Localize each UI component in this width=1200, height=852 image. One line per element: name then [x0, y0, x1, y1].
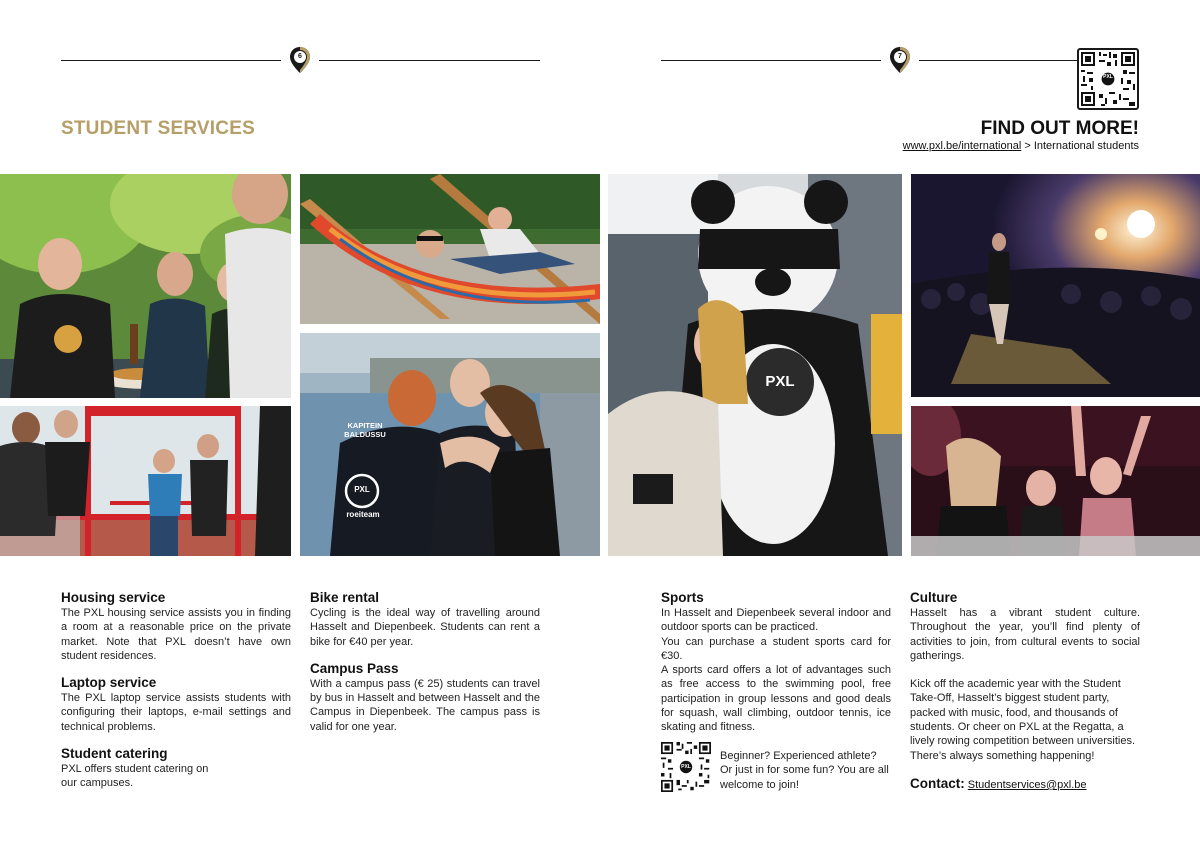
shirt-logo-text: PXL: [354, 485, 370, 494]
sports-title: Sports: [661, 590, 704, 605]
qr-code-sports[interactable]: [661, 742, 711, 792]
international-link-suffix: > International students: [1021, 140, 1139, 152]
laptop-service-section: [61, 675, 291, 734]
photo-concert: [911, 174, 1200, 397]
photo-students-eating: [0, 174, 291, 398]
bike-rental-title: Bike rental: [310, 590, 380, 605]
culture-title: Culture: [910, 590, 958, 605]
laptop-service-title: Laptop service: [61, 675, 157, 691]
page-number-left: 6: [298, 53, 302, 60]
contact-label: Contact:: [910, 776, 965, 791]
find-more-heading: FIND OUT MORE!: [980, 118, 1139, 139]
student-catering-title: Student catering: [61, 746, 168, 762]
column-culture: [910, 590, 1140, 763]
photo-rowing-hug: [300, 333, 600, 556]
campus-pass-section: [310, 661, 540, 734]
header-rule-left-2: [319, 60, 540, 61]
page-number-pin-left: [289, 46, 311, 74]
photo-panda-mascot: [608, 174, 902, 556]
sports-text-3: A sports card offers a lot of advantages such as free access to the swimming pool, free participation in group lessons and good deals for squash, wall climbing, outdoor tennis, ice skating and fitness.: [661, 664, 891, 734]
qr-code-international[interactable]: [1077, 48, 1139, 110]
contact-email-link[interactable]: Studentservices@pxl.be: [967, 779, 1087, 791]
sports-text-1: In Hasselt and Diepenbeek several indoor and outdoor sports can be practiced.: [661, 607, 891, 634]
student-catering-text: PXL offers student catering on our campuses.: [61, 763, 209, 790]
qr-logo-text-sports: PXL: [681, 764, 691, 770]
qr-logo-text: PXL: [1103, 74, 1113, 80]
column-sports: [661, 590, 891, 735]
photo-party: [911, 406, 1200, 556]
bike-rental-section: [310, 590, 540, 649]
sports-qr-text: Beginner? Experienced athlete? Or just in for some fun? You are all welcome to join!: [720, 750, 889, 791]
bike-rental-text: Cycling is the ideal way of travelling around Hasselt and Diepenbeek. Students can rent a bike for €40 per year.: [310, 607, 540, 648]
column-bike-campus: [310, 590, 540, 746]
page-title: STUDENT SERVICES: [61, 118, 255, 139]
page-number-pin-right: [889, 46, 911, 74]
culture-text-1: Hasselt has a vibrant student culture. Throughout the year, you’ll find plenty of activities to join, from cultural events to social gatherings.: [910, 607, 1140, 662]
campus-pass-text: With a campus pass (€ 25) students can travel by bus in Hasselt and between Hasselt and the Campus in Diepenbeek. The campus pass is valid for one year.: [310, 677, 540, 733]
photo-bungee: [0, 406, 291, 556]
housing-service-text: The PXL housing service assists you in finding a room at a reasonable price on the private market. Note that PXL doesn’t have own student residences.: [61, 607, 291, 662]
mascot-logo-text: PXL: [765, 373, 795, 390]
culture-text-2: Kick off the academic year with the Student Take-Off, Hasselt’s biggest student party, packed with music, food, and thousands of students. Or cheer on PXL at the Regatta, a lively rowing competition between universities. There’s always something happening!: [910, 678, 1135, 762]
student-catering-section: [61, 746, 291, 791]
international-link[interactable]: www.pxl.be/international: [902, 140, 1022, 152]
page-number-right: 7: [898, 53, 902, 60]
housing-service-section: [61, 590, 291, 663]
photo-hammocks: [300, 174, 600, 324]
header-rule-right-2: [919, 60, 1079, 61]
column-housing-laptop-catering: [61, 590, 291, 803]
housing-service-title: Housing service: [61, 590, 166, 605]
header-rule-left-1: [61, 60, 281, 61]
sports-text-2: You can purchase a student sports card for €30.: [661, 635, 891, 662]
contact-line: [910, 776, 1087, 791]
campus-pass-title: Campus Pass: [310, 660, 399, 676]
header-rule-right-1: [661, 60, 881, 61]
sports-qr-row: [661, 742, 891, 792]
laptop-service-text: The PXL laptop service assists students with configuring their laptops, e-mail settings and technical problems.: [61, 692, 291, 733]
location-pin-icon: [289, 46, 311, 74]
shirt-text: KAPITEIN BALDUSSU: [344, 421, 386, 439]
location-pin-icon: [889, 46, 911, 74]
shirt-bottom-text: roeiteam: [346, 510, 380, 519]
international-link-line: [903, 140, 1139, 152]
